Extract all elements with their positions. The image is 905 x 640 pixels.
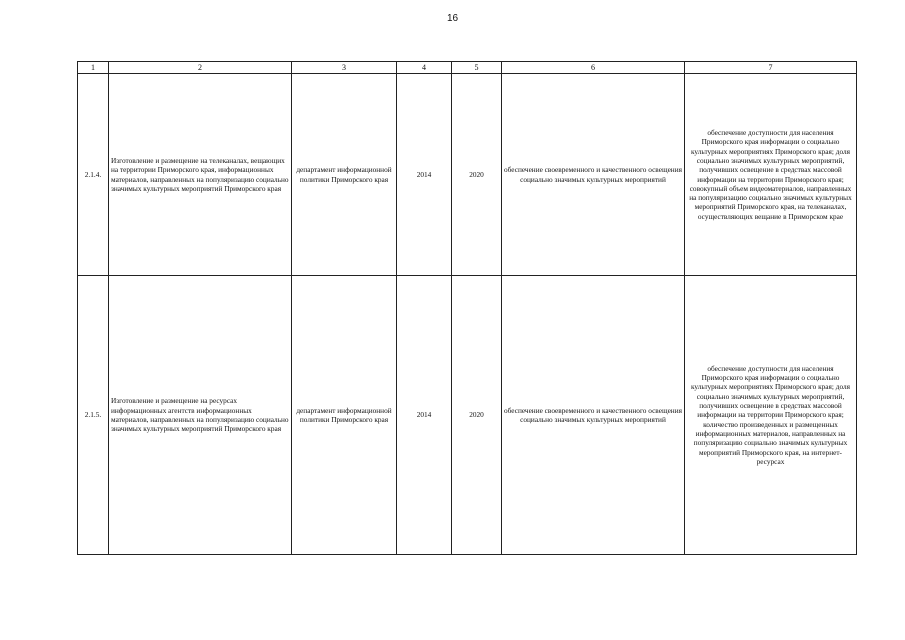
expected-result: обеспечение своевременного и качественного освещения социально значимых культурных мероприятий <box>502 74 685 276</box>
table-row <box>78 276 857 555</box>
activity-name: Изготовление и размещение на ресурсах информационных агентств информационных материалов, направленных на популяризацию социально значимых культурных мероприятий Приморского края <box>109 276 292 555</box>
target-indicators: обеспечение доступности для населения Приморского края информации о социально культурных мероприятиях Приморского края; доля социально значимых культурных мероприятий, получивших освещение в средствах массовой информации на территории Приморского края; количество произведенных и размещенных информационных материалов, направленных на популяризацию социально значимых культурных мероприятий Приморского края, на интернет-ресурсах <box>685 276 857 555</box>
activities-table <box>77 61 857 555</box>
activity-name: Изготовление и размещение на телеканалах, вещающих на территории Приморского края, информационных материалов, направленных на популяризацию социально значимых культурных мероприятий Приморского края <box>109 74 292 276</box>
column-number-header: 4 <box>397 62 452 74</box>
column-number-header: 7 <box>685 62 857 74</box>
end-year: 2020 <box>452 74 502 276</box>
column-number-header: 1 <box>78 62 109 74</box>
column-number-row <box>78 62 857 74</box>
expected-result: обеспечение своевременного и качественного освещения социально значимых культурных мероприятий <box>502 276 685 555</box>
page-number: 16 <box>446 13 459 24</box>
column-number-header: 2 <box>109 62 292 74</box>
item-number: 2.1.5. <box>78 276 109 555</box>
item-number: 2.1.4. <box>78 74 109 276</box>
target-indicators: обеспечение доступности для населения Приморского края информации о социально культурных мероприятиях Приморского края; доля социально значимых культурных мероприятий, получивших освещение в средствах массовой информации на территории Приморского края; совокупный объем видеоматериалов, направленных на популяризацию социально значимых культурных мероприятий Приморского края, на телеканалах, осуществляющих вещание в Приморском крае <box>685 74 857 276</box>
end-year: 2020 <box>452 276 502 555</box>
column-number-header: 3 <box>292 62 397 74</box>
column-number-header: 6 <box>502 62 685 74</box>
responsible-executor: департамент информационной политики Приморского края <box>292 74 397 276</box>
column-number-header: 5 <box>452 62 502 74</box>
start-year: 2014 <box>397 276 452 555</box>
table-row <box>78 74 857 276</box>
responsible-executor: департамент информационной политики Приморского края <box>292 276 397 555</box>
start-year: 2014 <box>397 74 452 276</box>
